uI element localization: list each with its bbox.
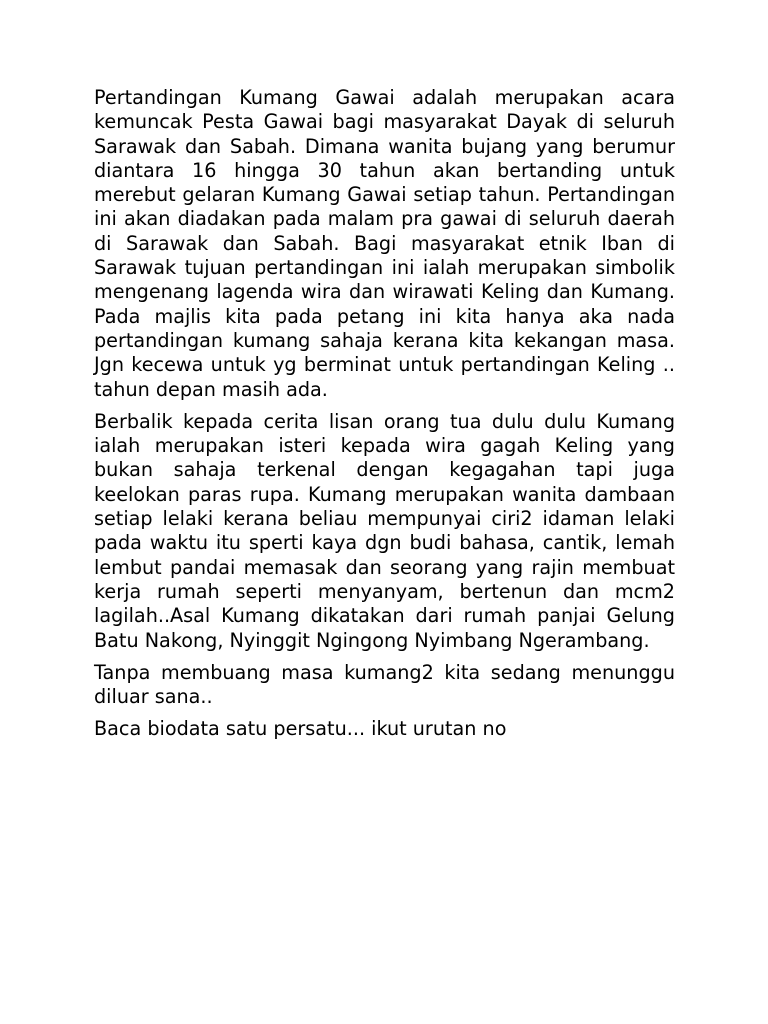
- paragraph-read-biodata: Baca biodata satu persatu... ikut urutan no: [94, 717, 507, 741]
- paragraph-waiting-outside: Tanpa membuang masa kumang2 kita sedang menunggu diluar sana..: [94, 660, 675, 709]
- paragraph-kumang-gawai-intro: Pertandingan Kumang Gawai adalah merupakan acara kemuncak Pesta Gawai bagi masyarakat Dayak di seluruh Sarawak dan Sabah. Dimana wanita bujang yang berumur diantara 16 hingga 30 tahun akan bertanding untuk merebut gelaran Kumang Gawai setiap tahun. Pertandingan ini akan diadakan pada malam pra gawai di seluruh daerah di Sarawak dan Sabah. Bagi masyarakat etnik Iban di Sarawak tujuan pertandingan ini ialah merupakan simbolik mengenang lagenda wira dan wirawati Keling dan Kumang. Pada majlis kita pada petang ini kita hanya aka nada pertandingan kumang sahaja kerana kita kekangan masa. Jgn kecewa untuk yg berminat untuk pertandingan Keling .. tahun depan masih ada.: [94, 86, 675, 401]
- document-body: [94, 86, 675, 750]
- paragraph-kumang-legend: Berbalik kepada cerita lisan orang tua dulu dulu Kumang ialah merupakan isteri kepada wira gagah Keling yang bukan sahaja terkenal dengan kegagahan tapi juga keelokan paras rupa. Kumang merupakan wanita dambaan setiap lelaki kerana beliau mempunyai ciri2 idaman lelaki pada waktu itu sperti kaya dgn budi bahasa, cantik, lemah lembut pandai memasak dan seorang yang rajin membuat kerja rumah seperti menyanyam, bertenun dan mcm2 lagilah..Asal Kumang dikatakan dari rumah panjai Gelung Batu Nakong, Nyinggit Ngingong Nyimbang Ngerambang.: [94, 409, 675, 652]
